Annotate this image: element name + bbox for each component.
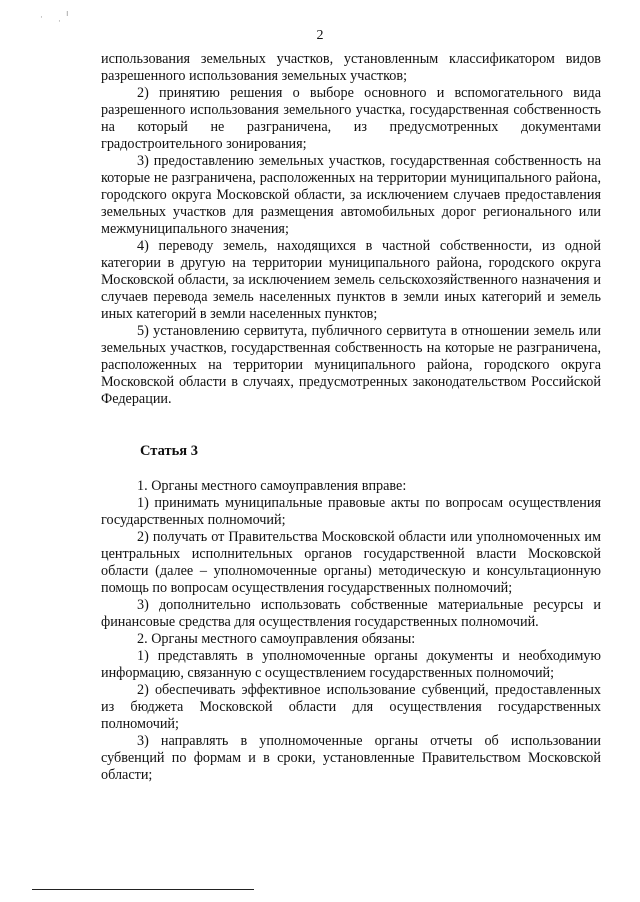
paragraph-sec-1-item-1: 1) принимать муниципальные правовые акты по вопросам осуществления государственных полномочий; [101,495,601,528]
paragraph-item-3: 3) предоставлению земельных участков, государственная собственность на которые не разграничена, расположенных на территории муниципального района, городского округа Московской области, за исключением случаев предоставления земельных участков для размещения автомобильных дорог регионального или межмуниципального значения; [101,153,601,237]
article-2-continuation [101,51,601,408]
paragraph-item-5: 5) установлению сервитута, публичного сервитута в отношении земель или земельных участков, государственная собственность на которые не разграничена, расположенных на территории муниципального района, городского округа Московской области в случаях, предусмотренных законодательством Российской Федерации. [101,323,601,407]
page-number: 2 [316,28,324,43]
scan-speck: · [58,17,61,27]
paragraph-sec-1-item-3: 3) дополнительно использовать собственные материальные ресурсы и финансовые средства для осуществления государственных полномочий. [101,597,601,630]
footnote-rule [32,889,254,890]
paragraph-sec-2-item-1: 1) представлять в уполномоченные органы документы и необходимую информацию, связанную с осуществлением государственных полномочий; [101,648,601,681]
article-3-body [101,478,601,784]
paragraph-item-2: 2) принятию решения о выборе основного и вспомогательного вида разрешенного использования земельного участка, государственная собственность на который не разграничена, из предусмотренных документами градостроительного зонирования; [101,85,601,152]
paragraph-item-4: 4) переводу земель, находящихся в частной собственности, из одной категории в другую на территории муниципального района, городского округа Московской области, за исключением земель сельскохозяйственного назначения и случаев перевода земель населенных пунктов в земли иных категорий и земель иных категорий в земли населенных пунктов; [101,238,601,322]
paragraph-continuation: использования земельных участков, установленным классификатором видов разрешенного использования земельных участков; [101,51,601,84]
article-heading: Статья 3 [140,443,198,459]
paragraph-sec-1: 1. Органы местного самоуправления вправе: [137,478,407,494]
scan-speck: ı [66,9,69,19]
paragraph-sec-2: 2. Органы местного самоуправления обязаны: [137,631,416,647]
paragraph-sec-1-item-2: 2) получать от Правительства Московской области или уполномоченных им центральных исполнительных органов государственной власти Московской области (далее – уполномоченные органы) методическую и консультационную помощь по вопросам осуществления государственных полномочий; [101,529,601,596]
scan-speck: · [40,13,43,23]
paragraph-sec-2-item-2: 2) обеспечивать эффективное использование субвенций, предоставленных из бюджета Московской области для осуществления государственных полномочий; [101,682,601,732]
document-body [101,51,601,784]
paragraph-sec-2-item-3: 3) направлять в уполномоченные органы отчеты об использовании субвенций по формам и в сроки, установленные Правительством Московской области; [101,733,601,783]
